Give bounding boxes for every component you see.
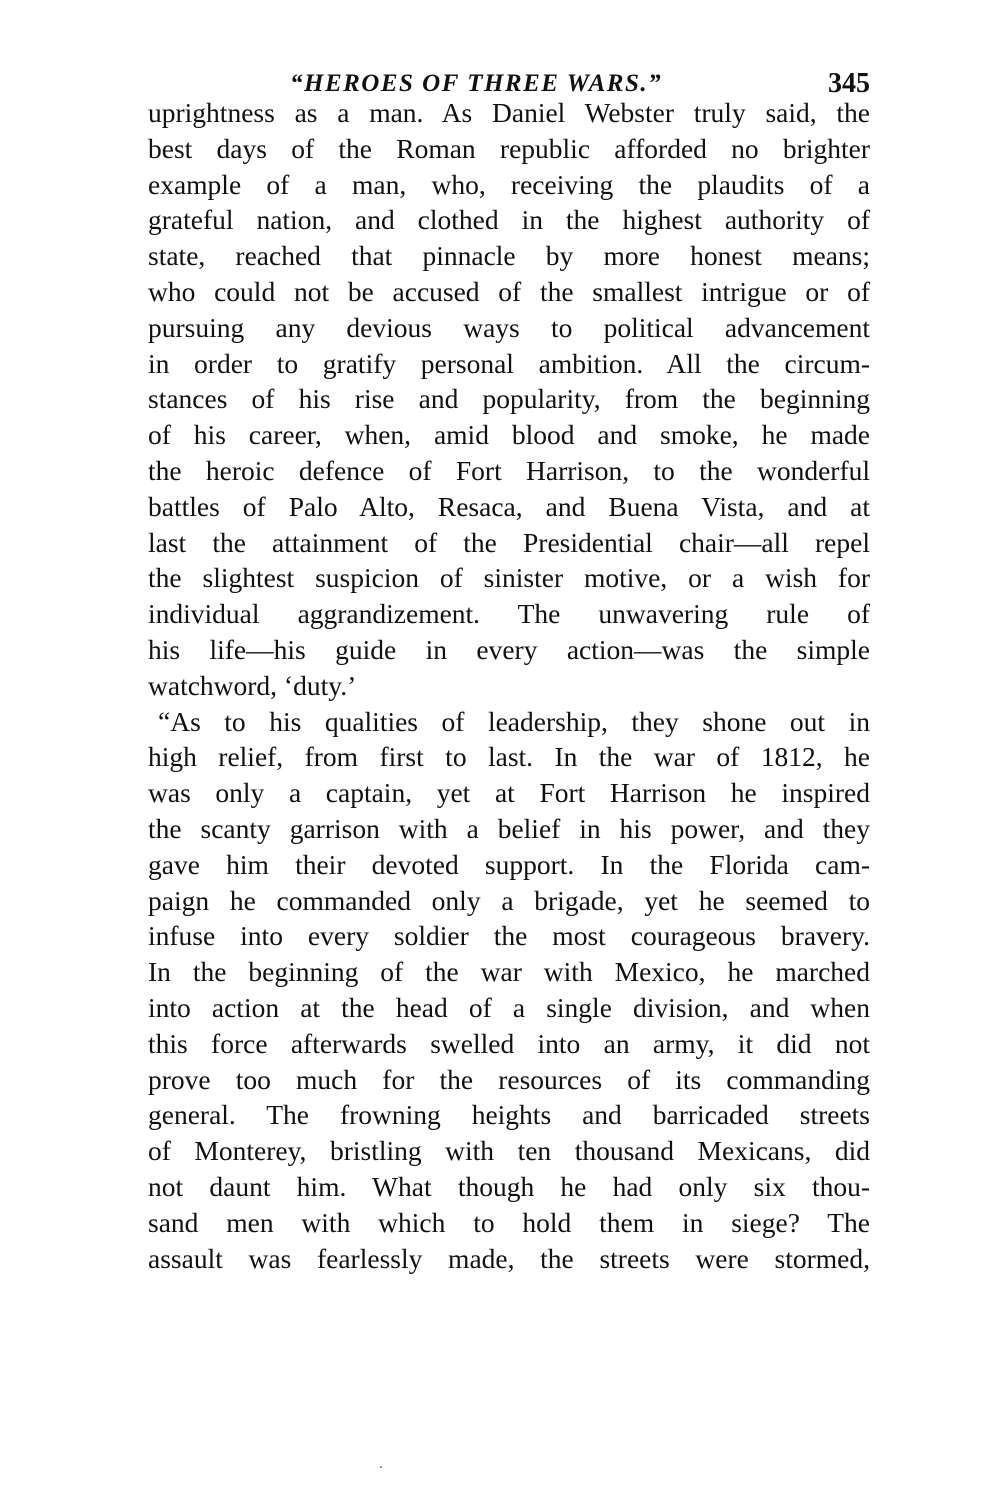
text-line: example of a man, who, receiving the plaudits of a [148, 168, 870, 200]
text-line: pursuing any devious ways to political advancement [148, 311, 870, 343]
text-line: battles of Palo Alto, Resaca, and Buena Vista, and at [148, 490, 870, 522]
text-line: watchword, ‘duty.’ [148, 669, 357, 701]
text-line: In the beginning of the war with Mexico, he marched [148, 956, 870, 988]
text-line: “As to his qualities of leadership, they shone out in [158, 705, 870, 737]
text-line: general. The frowning heights and barricaded streets [148, 1099, 870, 1131]
text-line: of Monterey, bristling with ten thousand Mexicans, did [148, 1135, 870, 1167]
text-line: this force afterwards swelled into an army, it did not [148, 1027, 870, 1059]
text-line: sand men with which to hold them in siege? The [148, 1206, 870, 1238]
text-line: grateful nation, and clothed in the highest authority of [148, 204, 870, 236]
text-line: not daunt him. What though he had only six thou- [148, 1170, 870, 1202]
text-line: prove too much for the resources of its commanding [148, 1063, 870, 1095]
text-line: of his career, when, amid blood and smoke, he made [148, 419, 870, 451]
text-line: last the attainment of the Presidential chair—all repel [148, 526, 870, 558]
text-line: state, reached that pinnacle by more honest means; [148, 240, 870, 272]
text-line: assault was fearlessly made, the streets were stormed, [148, 1242, 870, 1274]
text-line: paign he commanded only a brigade, yet he seemed to [148, 884, 870, 916]
text-line: individual aggrandizement. The unwavering rule of [148, 598, 870, 630]
text-line: best days of the Roman republic afforded no brighter [148, 132, 870, 164]
page-number: 345 [828, 68, 870, 99]
body-text [148, 95, 870, 1276]
text-line: infuse into every soldier the most courageous bravery. [148, 920, 870, 952]
text-line: in order to gratify personal ambition. All the circum- [148, 347, 870, 379]
text-line: the heroic defence of Fort Harrison, to the wonderful [148, 454, 870, 486]
text-line: gave him their devoted support. In the Florida cam- [148, 848, 870, 880]
scan-speck [380, 1466, 382, 1468]
text-line: uprightness as a man. As Daniel Webster truly said, the [148, 97, 870, 128]
text-line: into action at the head of a single division, and when [148, 991, 870, 1023]
text-line: the slightest suspicion of sinister motive, or a wish for [148, 562, 870, 594]
running-title: “HEROES OF THREE WARS.” [290, 70, 663, 97]
text-line: high relief, from first to last. In the war of 1812, he [148, 741, 870, 773]
text-line: who could not be accused of the smallest intrigue or of [148, 275, 870, 307]
text-line: the scanty garrison with a belief in his power, and they [148, 812, 870, 844]
text-line: stances of his rise and popularity, from the beginning [148, 383, 870, 415]
text-line: was only a captain, yet at Fort Harrison he inspired [148, 777, 870, 809]
text-line: his life—his guide in every action—was the simple [148, 633, 870, 665]
